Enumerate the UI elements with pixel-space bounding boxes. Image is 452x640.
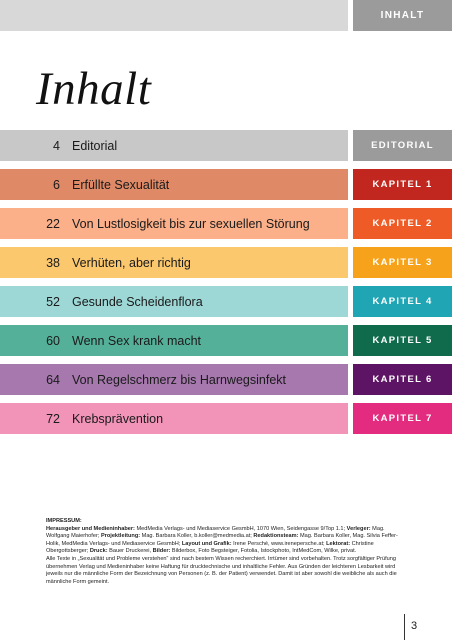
toc-page-number: 60: [46, 333, 60, 348]
imprint-label: Layout und Grafik:: [181, 540, 232, 547]
imprint-credits: [46, 526, 406, 556]
toc-title: Erfüllte Sexualität: [72, 177, 170, 192]
toc-bar: [0, 130, 348, 161]
toc-chapter-tag: KAPITEL 2: [353, 208, 452, 239]
page-number: 3: [404, 614, 434, 640]
toc-bar: [0, 247, 348, 278]
toc-title: Krebsprävention: [72, 411, 164, 426]
imprint-text: Mag. Barbara Koller, b.koller@medmedia.at;: [140, 533, 254, 540]
toc-title: Editorial: [72, 138, 118, 153]
imprint: [46, 518, 406, 586]
imprint-text: Bilderbox, Foto Begsteiger, Fotolia, Istockphoto, IntMedCom, Wilke, privat.: [170, 548, 357, 555]
toc-title: Gesunde Scheidenflora: [72, 294, 203, 309]
toc-bar: [0, 325, 348, 356]
imprint-label: Bilder:: [152, 548, 171, 555]
imprint-label: Herausgeber und Medieninhaber:: [46, 525, 135, 532]
imprint-text: Irene Persché, www.irenepersche.at;: [231, 540, 327, 547]
imprint-text: MedMedia Verlags- und Mediaservice GesmbH, 1070 Wien, Seidengasse 9/Top 1.1;: [134, 525, 346, 532]
toc-row-editorial[interactable]: [0, 130, 452, 161]
toc-bar: [0, 286, 348, 317]
toc-page-number: 64: [46, 372, 60, 387]
toc-chapter-tag: KAPITEL 1: [353, 169, 452, 200]
imprint-label: Lektorat:: [326, 540, 351, 547]
toc-row-kapitel-4[interactable]: [0, 286, 452, 317]
imprint-label: Verleger:: [346, 525, 371, 532]
toc-chapter-tag: KAPITEL 3: [353, 247, 452, 278]
toc-bar: [0, 169, 348, 200]
imprint-text: Mag. Barbara Koller, Mag. Silvia Feffer-Holik, MedMedia Verlags- und Mediaservice GesmbH;: [46, 533, 398, 547]
toc-row-kapitel-3[interactable]: [0, 247, 452, 278]
page-title: Inhalt: [36, 63, 152, 115]
toc-row-kapitel-2[interactable]: [0, 208, 452, 239]
toc-chapter-tag: KAPITEL 7: [353, 403, 452, 434]
imprint-text: Bauer Druckerei,: [107, 548, 153, 555]
imprint-text: Christine Obergottsberger;: [46, 540, 374, 555]
toc-bar: [0, 208, 348, 239]
toc-page-number: 4: [53, 138, 60, 153]
imprint-heading: IMPRESSUM:: [46, 518, 82, 524]
toc-title: Von Lustlosigkeit bis zur sexuellen Störung: [72, 216, 310, 231]
imprint-disclaimer: Alle Texte in „Sexualität und Probleme verstehen“ sind nach bestem Wissen recherchiert. Irrtümer sind vorbehalten. Trotz sorgfältiger Prüfung übernehmen Verlag und Medieninhaber keine Haftung für drucktechnische und inhaltliche Fehler. Aus Gründen der leichteren Lesbarkeit wird jeweils nur die männliche Form der Bezeichnung von Personen (z. B. der Patient) verwendet. Damit ist aber sowohl die weibliche als auch die männliche Form gemeint.: [46, 555, 397, 585]
toc-page-number: 52: [46, 294, 60, 309]
toc-title: Wenn Sex krank macht: [72, 333, 201, 348]
toc-bar: [0, 364, 348, 395]
imprint-label: Projektleitung:: [100, 533, 141, 540]
toc-page-number: 38: [46, 255, 60, 270]
imprint-label: Redaktionsteam:: [253, 533, 299, 540]
header-bar: [0, 0, 348, 31]
imprint-text: Mag. Wolfgang Maierhofer;: [46, 525, 385, 540]
toc-chapter-tag: KAPITEL 5: [353, 325, 452, 356]
toc-page-number: 72: [46, 411, 60, 426]
toc-bar: [0, 403, 348, 434]
toc-title: Verhüten, aber richtig: [72, 255, 191, 270]
imprint-label: Druck:: [89, 548, 108, 555]
toc-row-kapitel-7[interactable]: [0, 403, 452, 434]
toc-title: Von Regelschmerz bis Harnwegsinfekt: [72, 372, 286, 387]
toc-chapter-tag: KAPITEL 6: [353, 364, 452, 395]
toc-page-number: 6: [53, 177, 60, 192]
toc-chapter-tag: EDITORIAL: [353, 130, 452, 161]
toc-page-number: 22: [46, 216, 60, 231]
toc-chapter-tag: KAPITEL 4: [353, 286, 452, 317]
toc-row-kapitel-6[interactable]: [0, 364, 452, 395]
section-tab-inhalt: INHALT: [353, 0, 452, 31]
toc-row-kapitel-1[interactable]: [0, 169, 452, 200]
toc-row-kapitel-5[interactable]: [0, 325, 452, 356]
